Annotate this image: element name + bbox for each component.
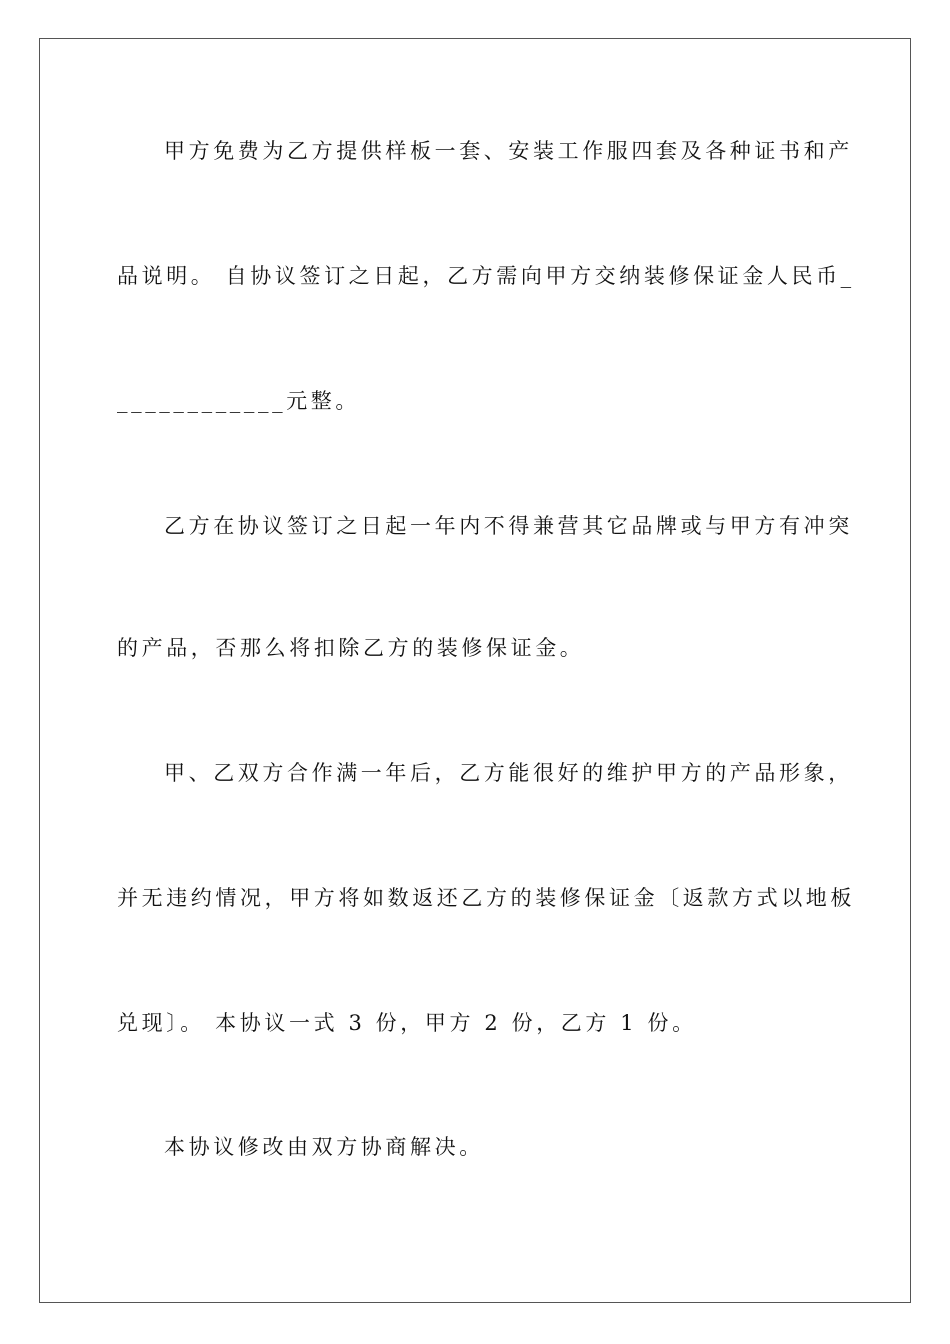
paragraph-3-line-3: 兑现〕。 本协议一式 3 份，甲方 2 份，乙方 1 份。 <box>117 1011 697 1035</box>
paragraph-3-line-1: 甲、乙双方合作满一年后，乙方能很好的维护甲方的产品形象， <box>164 761 853 785</box>
page-border <box>39 38 911 1303</box>
paragraph-1-line-1: 甲方免费为乙方提供样板一套、安装工作服四套及各种证书和产 <box>164 139 853 163</box>
paragraph-3-line-2: 并无违约情况，甲方将如数返还乙方的装修保证金〔返款方式以地板 <box>117 886 855 910</box>
paragraph-1-line-3: ____________元整。 <box>117 389 360 413</box>
paragraph-2-line-1: 乙方在协议签订之日起一年内不得兼营其它品牌或与甲方有冲突 <box>164 514 853 538</box>
paragraph-1-line-2: 品说明。 自协议签订之日起，乙方需向甲方交纳装修保证金人民币_ <box>117 264 855 288</box>
paragraph-4-line-1: 本协议修改由双方协商解决。 <box>164 1135 484 1159</box>
paragraph-2-line-2: 的产品，否那么将扣除乙方的装修保证金。 <box>117 636 585 660</box>
